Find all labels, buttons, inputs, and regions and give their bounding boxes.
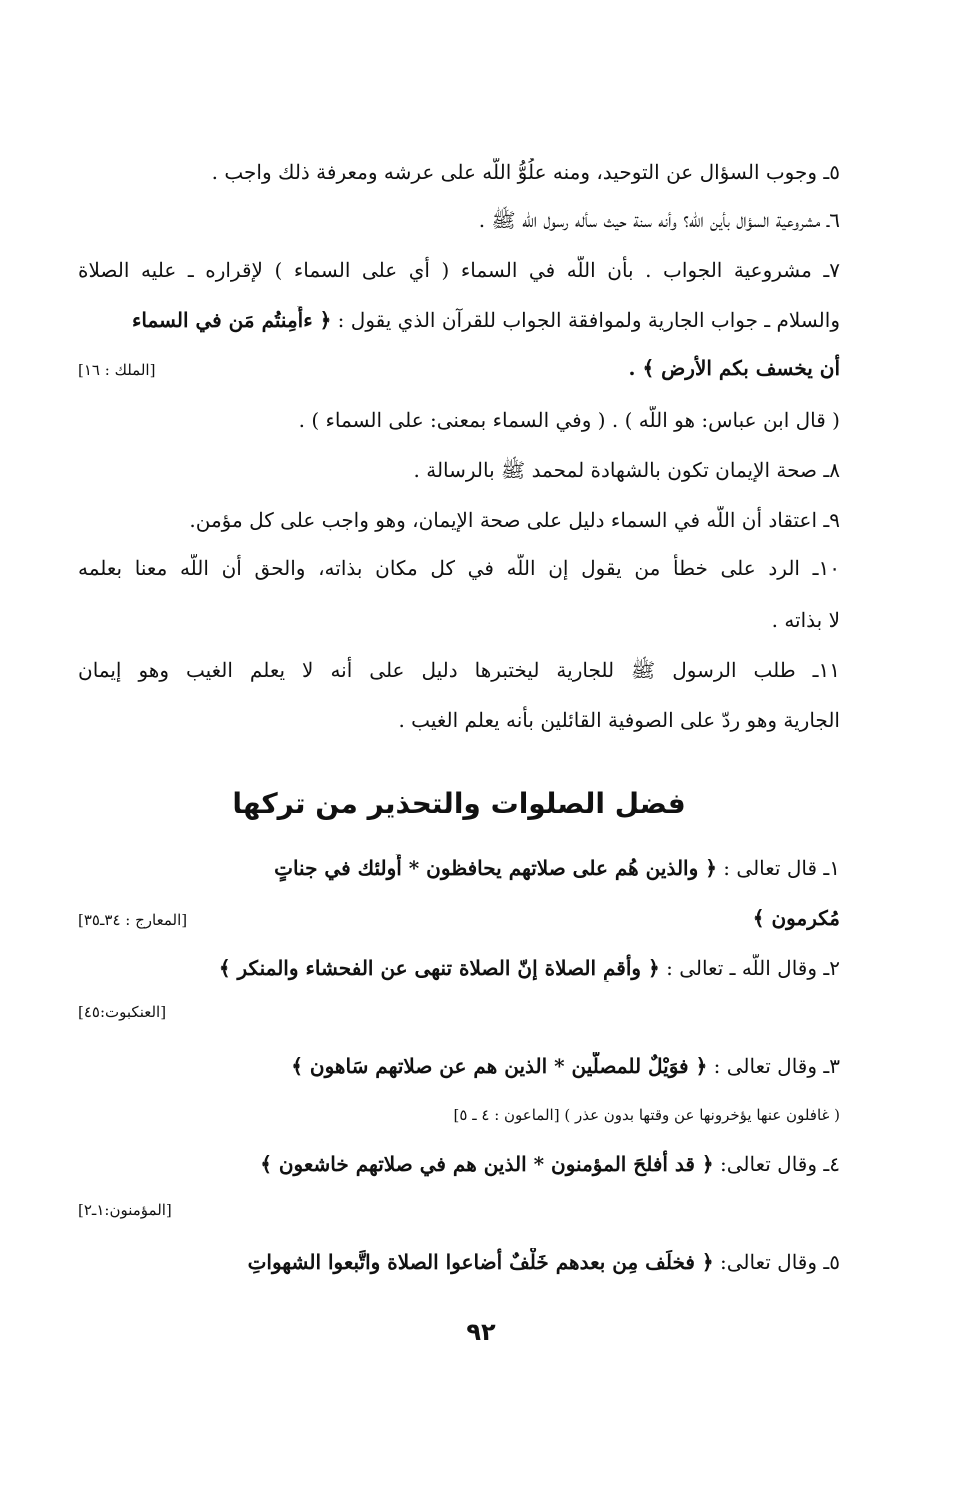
verse-1-line-2 (78, 904, 840, 932)
point-11-line-2: الجارية وهو ردّ على الصوفية القائلين بأنه يعلم الغيب . (398, 708, 840, 732)
reference-ankabut: [العنكبوت:٤٥] (78, 1003, 167, 1021)
quran-verse-mulk-part-1: ﴿ ءأَمِنتُم مَن في السماء (131, 308, 332, 332)
verse-3-intro: ٣ـ وقال تعالى : (707, 1054, 840, 1078)
quran-verse-ankabut: ﴿ وأقمِ الصلاة إنّ الصلاة تنهى عن الفحشاء والمنكر ﴾ (218, 956, 660, 980)
reference-muminun-row (78, 1200, 840, 1219)
verse-5-intro: ٥ـ وقال تعالى: (713, 1250, 840, 1274)
verse-4-intro: ٤ـ وقال تعالى: (713, 1152, 840, 1176)
point-7-line-1: ٧ـ مشروعية الجواب . بأن اللّه في السماء ( أي على السماء ) لإقراره ـ عليه الصلاة (78, 258, 840, 282)
quran-verse-mulk-part-2: أن يخسف بكم الأرض ﴾ . (628, 356, 840, 380)
verse-1-line-1 (78, 854, 840, 882)
verse-4-line (78, 1150, 840, 1178)
quran-verse-maarij: ﴿ والذين هُم على صلاتهم يحافظون * أُولئك في جناتٍ (274, 856, 717, 880)
quran-verse-maarij-end: مُكرمون ﴾ (752, 906, 840, 930)
point-5: ٥ـ وجوب السؤال عن التوحيد، ومنه علُوُّ اللّه على عرشه ومعرفة ذلك واجب . (211, 160, 840, 184)
verse-1-intro: ١ـ قال تعالى : (716, 856, 840, 880)
page-number: ٩٢ (466, 1318, 496, 1346)
quran-verse-maryam: ﴿ فخلَف مِن بعدهم خَلْفٌ أضاعوا الصلاة واتَّبعوا الشهواتِ (247, 1250, 714, 1274)
quran-verse-muminun: ﴿ قد أفلحَ المؤمنون * الذين هم في صلاتهم خاشعون ﴾ (260, 1152, 714, 1176)
reference-maarij: [المعارج : ٣٤ـ٣٥] (78, 911, 188, 929)
point-6: ٦ـ مشروعية السؤال بأين اللّه؟ وأنه سنة حيث سأله رسول اللّه ﷺ . (478, 208, 840, 232)
point-7-line-3 (78, 354, 840, 382)
point-8: ٨ـ صحة الإيمان تكون بالشهادة لمحمد ﷺ بالرسالة . (413, 458, 840, 482)
verse-3-line (78, 1052, 840, 1080)
quran-verse-maun: ﴿ فوَيْلٌ للمصلّين * الذين هم عن صلاتهم سَاهون ﴾ (291, 1054, 708, 1078)
verse-3-note: ( غافلون عنها يؤخرونها عن وقتها بدون عذر ) [الماعون : ٤ ـ ٥] (453, 1106, 840, 1124)
section-title: فضل الصلوات والتحذير من تركها (232, 787, 686, 820)
point-7-text: والسلام ـ جواب الجارية ولموافقة الجواب للقرآن الذي يقول : (331, 308, 840, 332)
reference-mulk: [الملك : ١٦] (78, 361, 156, 379)
verse-5-line (78, 1248, 840, 1276)
ibn-abbas-note: ( قال ابن عباس: هو اللّه ) . ( وفي السماء بمعنى: على السماء ) . (298, 408, 840, 432)
reference-muminun: [المؤمنون:١ـ٢] (78, 1201, 172, 1219)
point-11-line-1: ١١ـ طلب الرسول ﷺ للجارية ليختبرها دليل على أنه لا يعلم الغيب وهو إيمان (78, 658, 840, 682)
reference-ankabut-row (78, 1002, 840, 1021)
point-10-line-2: لا بذاته . (771, 608, 840, 632)
verse-2-line (78, 954, 840, 982)
point-9: ٩ـ اعتقاد أن اللّه في السماء دليل على صحة الإيمان، وهو واجب على كل مؤمن. (189, 508, 840, 532)
point-7-line-2 (78, 306, 840, 334)
point-10-line-1: ١٠ـ الرد على خطأ من يقول إن اللّه في كل مكان بذاته، والحق أن اللّه معنا بعلمه (78, 556, 840, 580)
verse-2-intro: ٢ـ وقال اللّه ـ تعالى : (659, 956, 840, 980)
